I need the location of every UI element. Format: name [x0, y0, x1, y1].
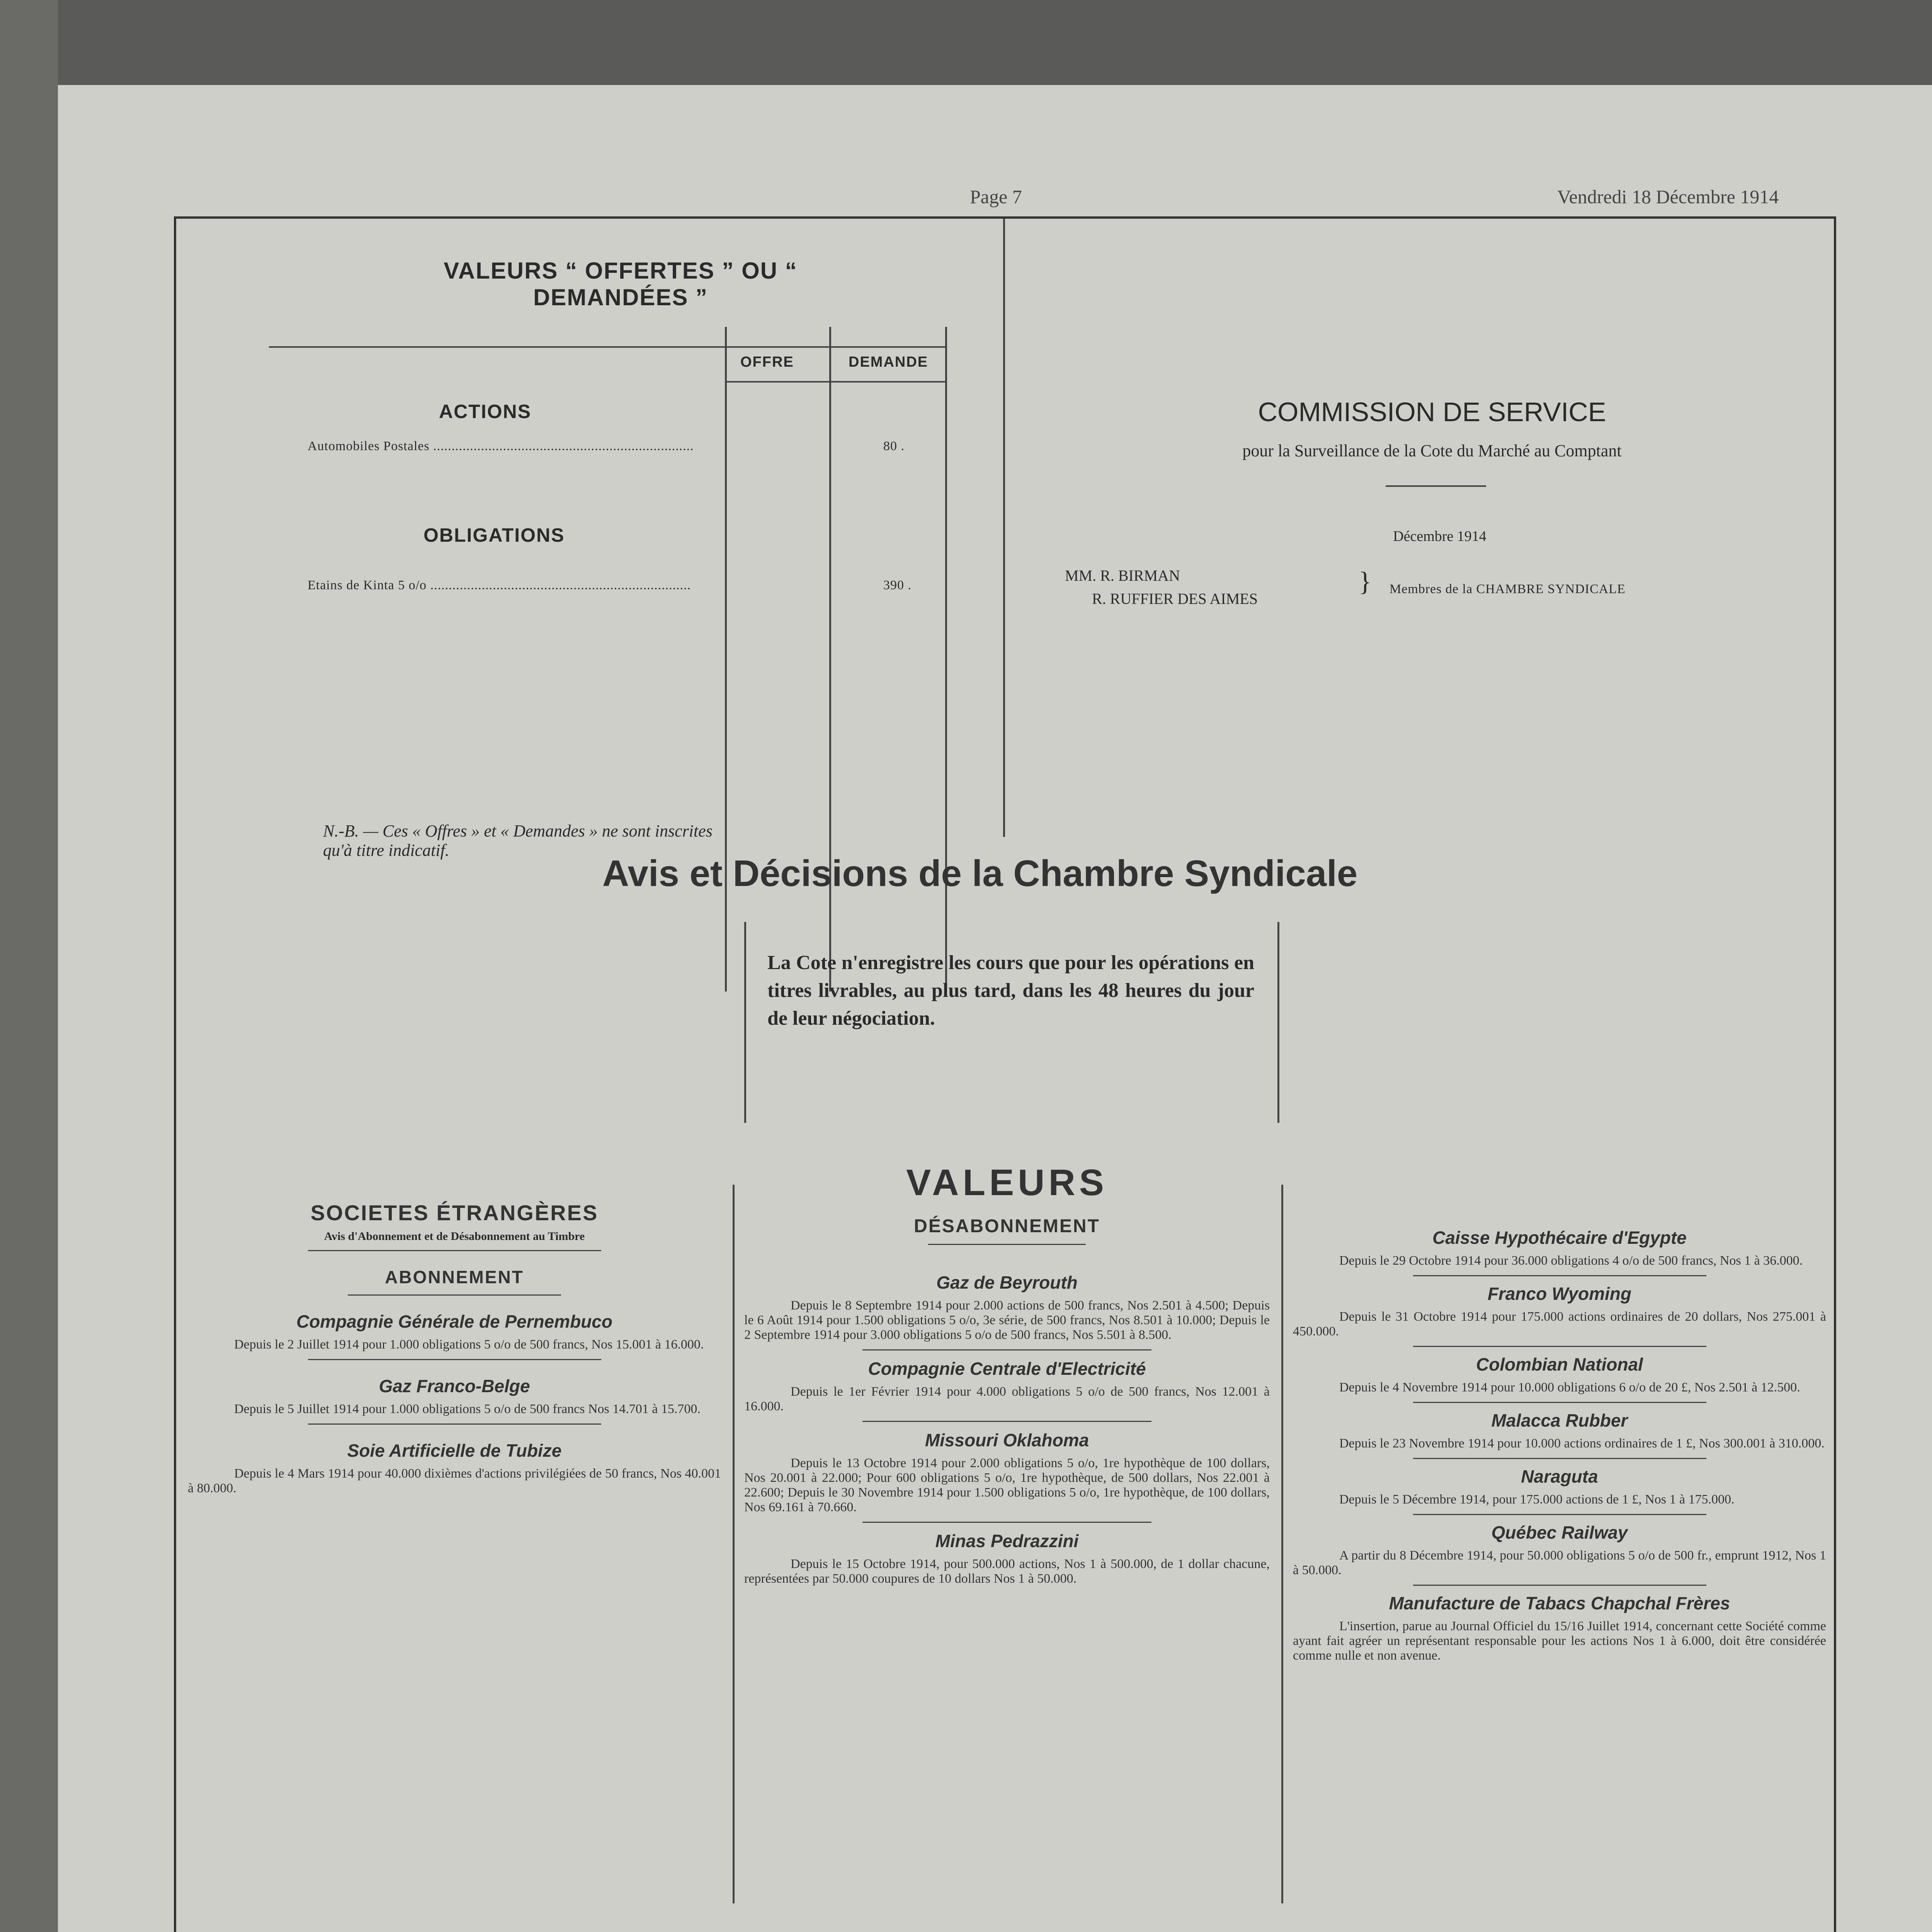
notice-sep: [1413, 1402, 1706, 1403]
societes-sep: [308, 1250, 601, 1251]
scan-left-edge: [0, 0, 58, 1932]
desabonnement-sep: [928, 1244, 1086, 1245]
actions-row-demande: 80 .: [883, 439, 905, 453]
notice-entry-name: Malacca Rubber: [1491, 1410, 1628, 1430]
societes-column: [188, 1200, 721, 1496]
societes-subtitle: Avis d'Abonnement et de Désabonnement au Timbre: [324, 1230, 585, 1243]
valeurs-offertes-title: VALEURS “ OFFERTES ” OU “ DEMANDÉES ”: [444, 258, 798, 310]
notice-entry-text: Depuis le 23 Novembre 1914 pour 10.000 actions ordinaires de 1 £, Nos 300.001 à 310.000.: [1339, 1436, 1825, 1451]
desab-entry-text: Depuis le 1er Février 1914 pour 4.000 obligations 5 o/o de 500 francs, Nos 12.001 à 16.000.: [744, 1384, 1270, 1413]
commission-role: Membres de la CHAMBRE SYNDICALE: [1389, 582, 1626, 596]
societe-entry: [188, 1311, 721, 1352]
obligations-label: OBLIGATIONS: [423, 524, 565, 546]
societe-entry-text: Depuis le 2 Juillet 1914 pour 1.000 obligations 5 o/o de 500 francs, Nos 15.001 à 16.000.: [234, 1337, 704, 1352]
valeurs-left-col-rule: [733, 1185, 735, 1903]
notice-entry: [1293, 1466, 1826, 1507]
avis-right-rule: [1277, 922, 1279, 1123]
commission-rule: [1386, 485, 1486, 487]
offertes-note: N.-B. — Ces « Offres » et « Demandes » ne sont inscrites qu'à titre indicatif.: [323, 821, 713, 860]
page-number: Page 7: [970, 186, 1022, 207]
commission-brace: }: [1359, 567, 1372, 597]
notice-entry-name: Naraguta: [1521, 1466, 1598, 1486]
notice-entry: [1293, 1410, 1826, 1451]
desab-entry-name: Compagnie Centrale d'Electricité: [868, 1359, 1146, 1379]
col-demande: DEMANDE: [849, 354, 929, 370]
actions-label: ACTIONS: [439, 401, 531, 422]
abonnement-label: ABONNEMENT: [385, 1267, 524, 1287]
notice-entry-name: Colombian National: [1476, 1354, 1643, 1374]
desab-entry-text: Depuis le 13 Octobre 1914 pour 2.000 obligations 5 o/o, 1re hypothèque de 100 dollars, Nos 20.001 à 22.000; Pour 600 obligations 5 o/o, 1re hypothèque, de 500 dollars, Nos 22.001 à 22.600; Depuis le 30 Novembre 1914 pour 1.500 obligations 5 o/o, 1re hypothèque, de 100 dollars, Nos 69.161 à 70.660.: [744, 1456, 1270, 1514]
newspaper-page: [58, 85, 1932, 1932]
desab-entry: [744, 1531, 1270, 1586]
notice-sep: [1413, 1275, 1706, 1276]
desab-sep: [862, 1349, 1151, 1350]
notice-entry: [1293, 1354, 1826, 1395]
notice-sep: [1413, 1585, 1706, 1586]
societe-entry: [188, 1376, 721, 1417]
societe-entry: [188, 1440, 721, 1496]
commission-member-1: MM. R. BIRMAN: [1065, 567, 1180, 584]
obligations-row-demande: 390 .: [883, 578, 912, 592]
desab-sep: [862, 1421, 1151, 1422]
right-notices-column: [1293, 1227, 1826, 1663]
societes-title: SOCIETES ÉTRANGÈRES: [310, 1201, 599, 1225]
notice-entry-name: Québec Railway: [1491, 1522, 1628, 1543]
obligations-row-name: Etains de Kinta 5 o/o .......................................................................: [308, 578, 691, 592]
notice-entry-text: Depuis le 5 Décembre 1914, pour 175.000 actions de 1 £, Nos 1 à 175.000.: [1339, 1492, 1735, 1507]
header-split-rule: [1003, 219, 1005, 837]
notice-entry-name: Manufacture de Tabacs Chapchal Frères: [1389, 1593, 1730, 1613]
desab-entry-text: Depuis le 15 Octobre 1914, pour 500.000 actions, Nos 1 à 500.000, de 1 dollar chacune, représentées par 50.000 coupures de 10 dollars Nos 1 à 50.000.: [744, 1557, 1270, 1586]
notice-sep: [1413, 1514, 1706, 1515]
actions-row-name: Automobiles Postales .......................................................................: [308, 439, 694, 453]
notice-entry: [1293, 1593, 1826, 1663]
avis-title: Avis et Décisions de la Chambre Syndicale: [602, 853, 1358, 894]
abonnement-sep: [348, 1294, 561, 1296]
valeurs-right-col-rule: [1281, 1185, 1283, 1903]
societe-sep: [308, 1359, 601, 1360]
notice-entry: [1293, 1283, 1826, 1339]
avis-text: La Cote n'enregistre les cours que pour les opérations en titres livrables, au plus tard, dans les 48 heures du jour de leur négociation.: [767, 952, 1254, 1029]
societe-entry-text: Depuis le 4 Mars 1914 pour 40.000 dixièmes d'actions privilégiées de 50 francs, Nos 40.001 à 80.000.: [188, 1466, 721, 1495]
societe-entry-text: Depuis le 5 Juillet 1914 pour 1.000 obligations 5 o/o de 500 francs Nos 14.701 à 15.700.: [234, 1402, 701, 1416]
societe-sep: [308, 1423, 601, 1425]
desab-entry-name: Gaz de Beyrouth: [936, 1272, 1078, 1293]
commission-subtitle: pour la Surveillance de la Cote du Marché au Comptant: [1242, 441, 1622, 460]
page-date: Vendredi 18 Décembre 1914: [1557, 186, 1779, 207]
desab-sep: [862, 1522, 1151, 1523]
valeurs-title: VALEURS: [906, 1162, 1108, 1203]
content-frame: [174, 216, 1836, 1932]
col-offre: OFFRE: [740, 354, 794, 370]
notice-entry: [1293, 1522, 1826, 1578]
notice-entry-text: Depuis le 29 Octobre 1914 pour 36.000 obligations 4 o/o de 500 francs, Nos 1 à 36.000.: [1339, 1253, 1803, 1268]
commission-month: Décembre 1914: [1393, 528, 1486, 544]
col-header-rule: [725, 381, 945, 383]
commission-member-2: R. RUFFIER DES AIMES: [1092, 590, 1258, 607]
societe-entry-name: Soie Artificielle de Tubize: [347, 1440, 562, 1461]
desab-entry-name: Minas Pedrazzini: [935, 1531, 1079, 1551]
desab-entry: [744, 1272, 1270, 1342]
avis-left-rule: [744, 922, 746, 1123]
desabonnement-title: DÉSABONNEMENT: [914, 1216, 1100, 1236]
desabonnement-column: [744, 1216, 1270, 1586]
desab-entry-name: Missouri Oklahoma: [925, 1430, 1089, 1450]
notice-entry-name: Caisse Hypothécaire d'Egypte: [1432, 1228, 1687, 1248]
notice-entry-text: A partir du 8 Décembre 1914, pour 50.000 obligations 5 o/o de 500 fr., emprunt 1912, Nos 1 à 50.000.: [1293, 1548, 1826, 1577]
notice-sep: [1413, 1458, 1706, 1459]
desab-entry-text: Depuis le 8 Septembre 1914 pour 2.000 actions de 500 francs, Nos 2.501 à 4.500; Depuis le 6 Août 1914 pour 1.500 obligations 5 o/o, 3e série, de 500 francs, Nos 8.501 à 10.000; Depuis le 2 Septembre 1914 pour 3.000 obligations 5 o/o de 500 francs, Nos 5.501 à 8.500.: [744, 1298, 1270, 1342]
notice-entry: [1293, 1227, 1826, 1268]
offertes-rule: [269, 346, 945, 348]
desab-entry: [744, 1358, 1270, 1414]
desab-entry: [744, 1430, 1270, 1515]
notice-entry-name: Franco Wyoming: [1487, 1284, 1632, 1304]
societe-entry-name: Gaz Franco-Belge: [379, 1376, 530, 1396]
commission-title: COMMISSION DE SERVICE: [1258, 397, 1606, 427]
societe-entry-name: Compagnie Générale de Pernembuco: [296, 1311, 612, 1332]
notice-sep: [1413, 1346, 1706, 1347]
notice-entry-text: L'insertion, parue au Journal Officiel du 15/16 Juillet 1914, concernant cette Société comme ayant fait agréer un représentant responsable pour les actions Nos 1 à 6.000, doit être considérée comme nulle et non avenue.: [1293, 1619, 1826, 1663]
notice-entry-text: Depuis le 4 Novembre 1914 pour 10.000 obligations 6 o/o de 20 £, Nos 2.501 à 12.500.: [1339, 1380, 1800, 1395]
notice-entry-text: Depuis le 31 Octobre 1914 pour 175.000 actions ordinaires de 20 dollars, Nos 275.001 à 450.000.: [1293, 1310, 1826, 1338]
